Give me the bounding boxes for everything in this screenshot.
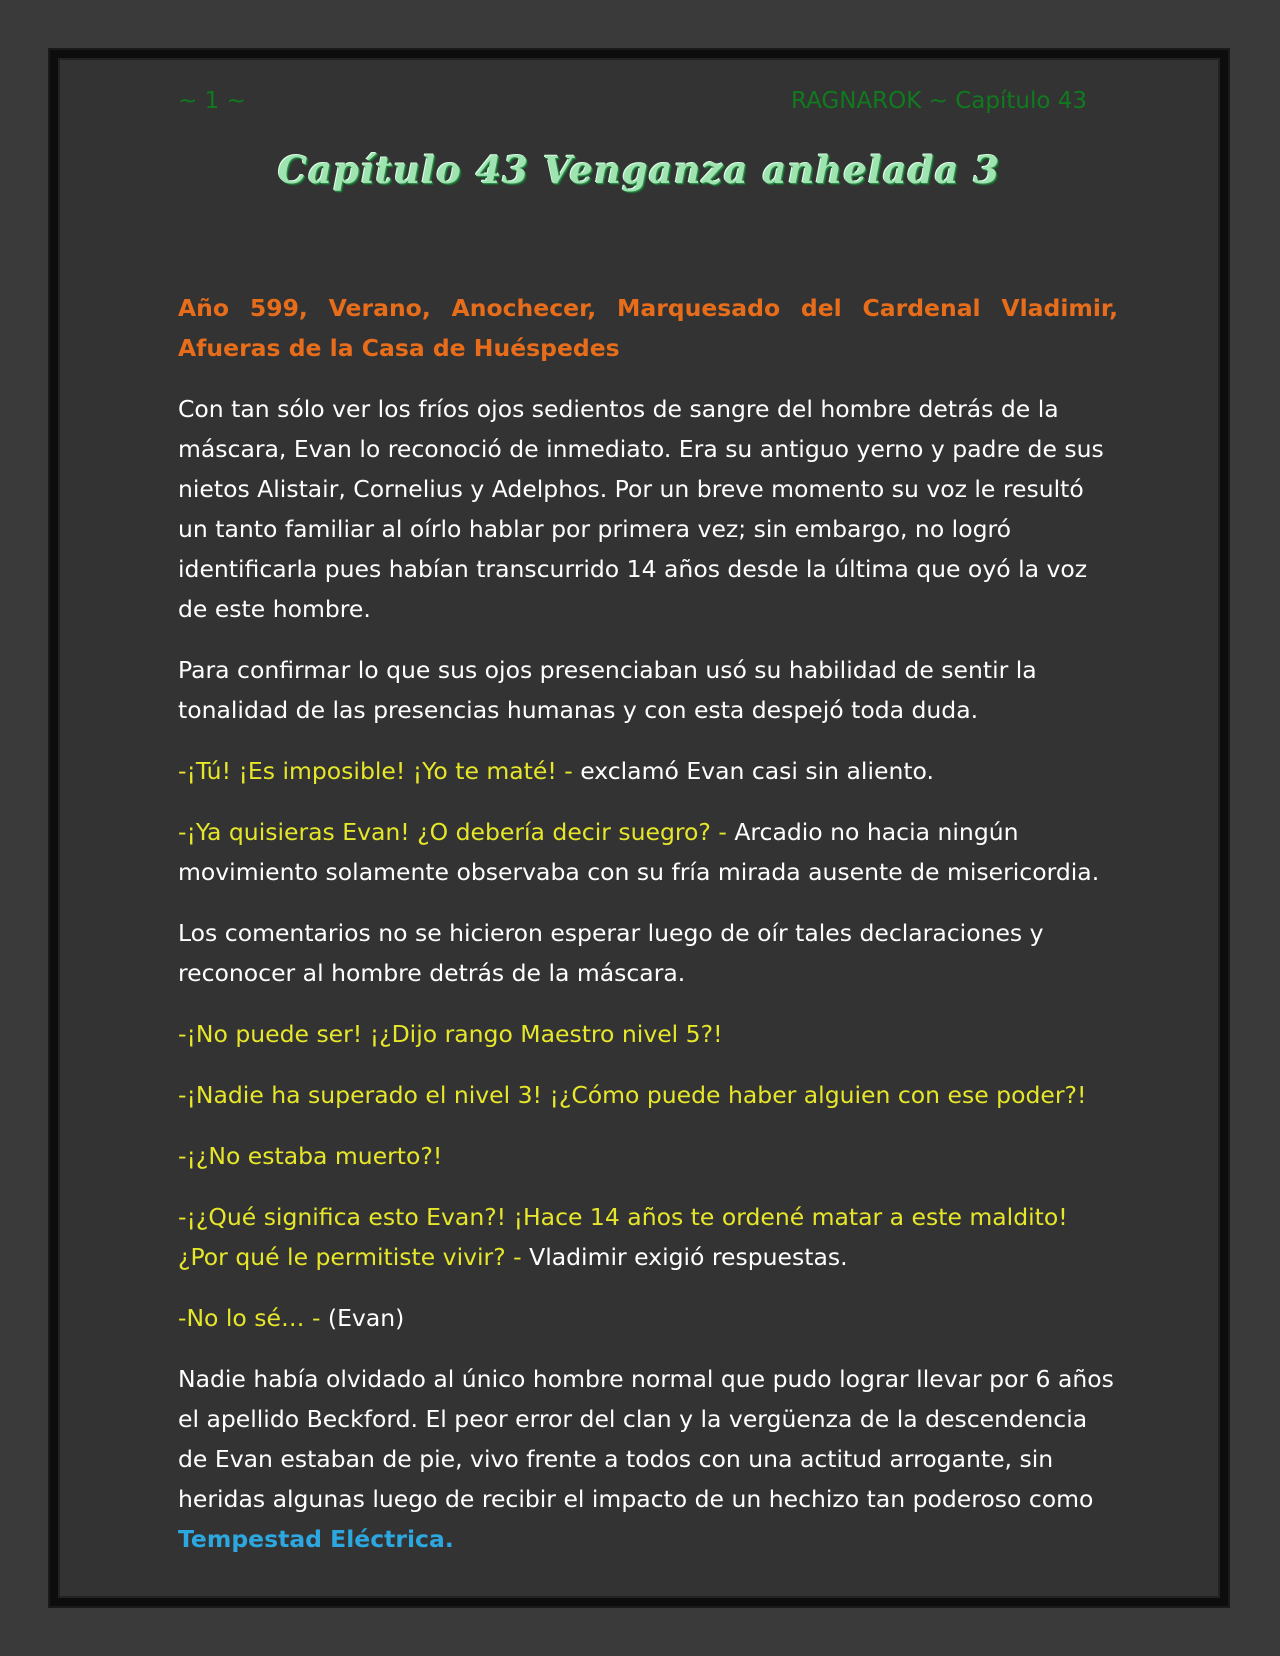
dialogue-narration: exclamó Evan casi sin aliento. xyxy=(580,757,934,785)
dialogue-narration: Vladimir exigió respuestas. xyxy=(529,1243,848,1271)
dialogue-line: -¡No puede ser! ¡¿Dijo rango Maestro nivel 5?! xyxy=(178,1020,723,1048)
dialogue-line xyxy=(178,812,1118,892)
document-page xyxy=(50,50,1228,1606)
dialogue-line: -¡Nadie ha superado el nivel 3! ¡¿Cómo puede haber alguien con ese poder?! xyxy=(178,1081,1087,1109)
dialogue-speech: -¡¿Qué significa esto Evan?! ¡Hace 14 años te ordené matar a este maldito! ¿Por qué le permitiste vivir? - xyxy=(178,1203,1068,1271)
location-heading: Año 599, Verano, Anochecer, Marquesado del Cardenal Vladimir, Afueras de la Casa de Huéspedes xyxy=(178,294,1118,362)
paragraph: Para confirmar lo que sus ojos presenciaban usó su habilidad de sentir la tonalidad de las presencias humanas y con esta despejó toda duda. xyxy=(178,656,1037,724)
dialogue-line xyxy=(178,1298,1118,1338)
dialogue-speech: -¡Ya quisieras Evan! ¿O debería decir suegro? - xyxy=(178,818,735,846)
dialogue-speech: -¡Tú! ¡Es imposible! ¡Yo te maté! - xyxy=(178,757,581,785)
spell-name: Tempestad Eléctrica. xyxy=(178,1525,454,1553)
running-title: RAGNAROK ~ Capítulo 43 xyxy=(791,88,1087,114)
paragraph xyxy=(178,1359,1118,1559)
dialogue-speech: -No lo sé… - xyxy=(178,1304,328,1332)
dialogue-narration: Arcadio no hacia ningún movimiento solamente observaba con su fría mirada ausente de misericordia. xyxy=(178,818,1100,886)
page-number: ~ 1 ~ xyxy=(178,88,246,114)
dialogue-line: -¡¿No estaba muerto?! xyxy=(178,1142,443,1170)
chapter-title: Capítulo 43 Venganza anhelada 3 xyxy=(277,148,1001,192)
paragraph-text: Nadie había olvidado al único hombre normal que pudo lograr llevar por 6 años el apellido Beckford. El peor error del clan y la vergüenza de la descendencia de Evan estaban de pie, vivo frente a todos con una actitud arrogante, sin heridas algunas luego de recibir el impacto de un hechizo tan poderoso como xyxy=(178,1365,1114,1513)
paragraph: Con tan sólo ver los fríos ojos sedientos de sangre del hombre detrás de la máscara, Evan lo reconoció de inmediato. Era su antiguo yerno y padre de sus nietos Alistair, Cornelius y Adelphos. Por un breve momento su voz le resultó un tanto familiar al oírlo hablar por primera vez; sin embargo, no logró identificarla pues habían transcurrido 14 años desde la última que oyó la voz de este hombre. xyxy=(178,395,1104,623)
paragraph: Los comentarios no se hicieron esperar luego de oír tales declaraciones y reconocer al hombre detrás de la máscara. xyxy=(178,919,1044,987)
chapter-body xyxy=(178,288,1118,1580)
dialogue-line xyxy=(178,751,1118,791)
dialogue-line xyxy=(178,1197,1118,1277)
dialogue-narration: (Evan) xyxy=(327,1304,405,1332)
